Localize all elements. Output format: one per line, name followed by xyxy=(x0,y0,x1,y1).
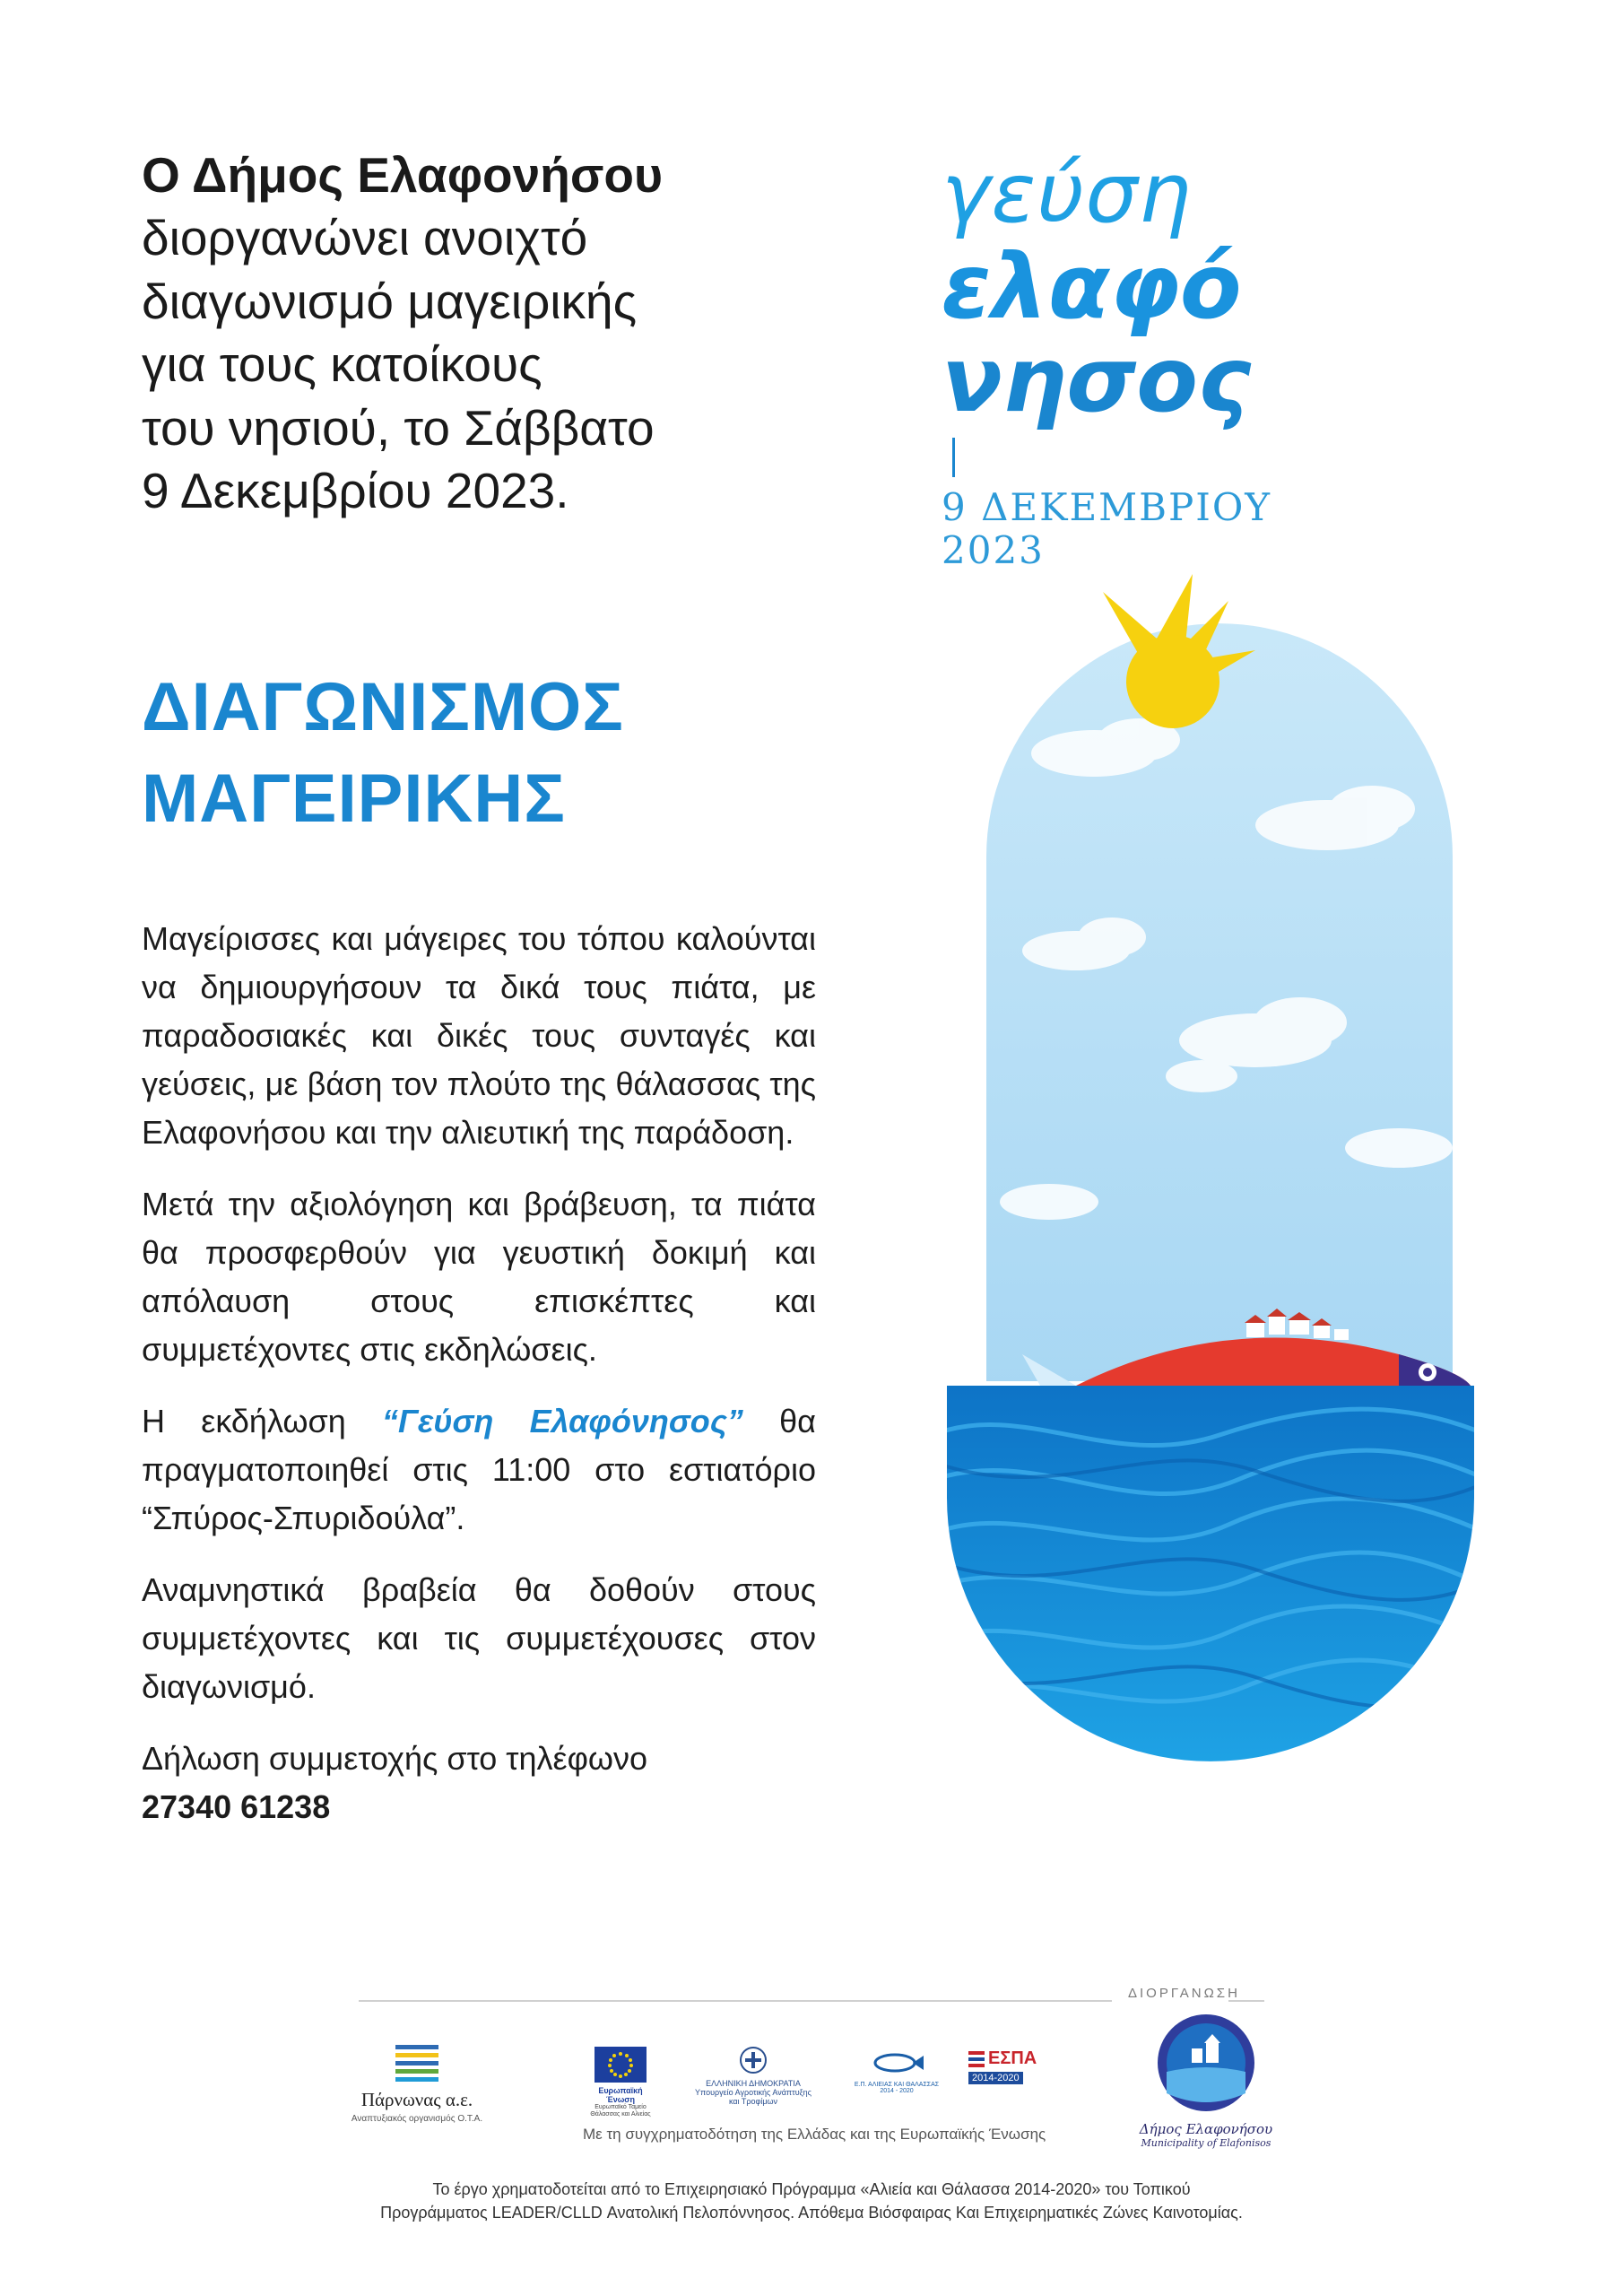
parnonas-name: Πάρνωνας α.ε. xyxy=(360,2089,473,2110)
greek-line-2: Υπουργείο Αγροτικής Ανάπτυξης xyxy=(695,2088,812,2097)
espa-label: ΕΣΠΑ xyxy=(988,2048,1037,2068)
municipality-name: Δήμος Ελαφονήσου xyxy=(1139,2121,1273,2137)
intro-line-6: 9 Δεκεμβρίου 2023. xyxy=(142,462,569,518)
paragraph-3-post: θα πραγματοποιηθεί στις 11:00 στο εστιατόριο “Σπύρος-Σπυριδούλα”. xyxy=(142,1403,816,1536)
sky xyxy=(986,619,1453,1390)
footer-divider xyxy=(359,2000,1112,2002)
logo-word-1: γεύση xyxy=(942,145,1193,241)
greek-emblem-icon xyxy=(740,2047,767,2074)
greek-line-1: ΕΛΛΗΝΙΚΗ ΔΗΜΟΚΡΑΤΙΑ xyxy=(706,2079,801,2088)
ep-line-1: Ε.Π. ΑΛΙΕΙΑΣ ΚΑΙ ΘΑΛΑΣΣΑΣ xyxy=(854,2082,940,2088)
registration-text: Δήλωση συμμετοχής στο τηλέφωνο xyxy=(142,1740,648,1777)
arch-illustration xyxy=(933,574,1506,1776)
intro-line-2: διοργανώνει ανοιχτό xyxy=(142,210,588,266)
paragraph-5 xyxy=(142,1735,816,1831)
municipality-name-en: Municipality of Elafonisos xyxy=(1141,2137,1271,2149)
body-text xyxy=(142,915,816,1855)
paragraph-1: Μαγείρισσες και μάγειρες του τόπου καλούνται να δημιουργήσουν τα δικά τους πιάτα, με παραδοσιακές και δικές τους συνταγές και γεύσεις, με βάση τον πλούτο της θάλασσας της Ελαφονήσου και την αλιευτική της παράδοση. xyxy=(142,920,816,1151)
phone-number: 27340 61238 xyxy=(142,1788,331,1825)
event-name-highlight: “Γεύση Ελαφόνησος” xyxy=(382,1403,743,1439)
organizer-label: ΔΙΟΡΓΑΝΩΣΗ xyxy=(1128,1986,1240,2001)
intro-line-3: διαγωνισμό μαγειρικής xyxy=(142,273,638,329)
eu-label: Ευρωπαϊκή Ένωση xyxy=(598,2086,643,2104)
eu-logo xyxy=(585,2047,656,2119)
intro-line-5: του νησιού, το Σάββατο xyxy=(142,399,655,456)
event-logo xyxy=(942,145,1318,572)
espa-stripes-icon xyxy=(968,2051,985,2067)
disclaimer-line-2: Προγράμματος LEADER/CLLD Ανατολική Πελοπόννησος. Απόθεμα Βιόσφαιρας Και Επιχειρηματικές Ζώνες Καινοτομίας. xyxy=(380,2204,1243,2222)
paragraph-2: Μετά την αξιολόγηση και βράβευση, τα πιάτα θα προσφερθούν για γευστική δοκιμή και απόλαυση στους επισκέπτες και συμμετέχοντες στις εκδηλώσεις. xyxy=(142,1186,816,1368)
paragraph-3-pre: Η εκδήλωση xyxy=(142,1403,383,1439)
espa-logo xyxy=(968,2048,1049,2085)
paragraph-3 xyxy=(142,1397,816,1543)
logo-date-line-1: 9 ΔΕΚΕΜΒΡΙΟΥ xyxy=(942,485,1271,529)
parnonas-logo xyxy=(341,2045,493,2124)
logo-divider xyxy=(952,438,955,477)
sea xyxy=(933,1381,1506,1776)
intro-line-4: για τους κατοίκους xyxy=(142,336,542,393)
ep-fisheries-logo xyxy=(847,2052,946,2094)
disclaimer-line-1: Το έργο χρηματοδοτείται από το Επιχειρησιακό Πρόγραμμα «Αλιεία και Θάλασσα 2014-2020» του Τοπικού xyxy=(432,2180,1191,2198)
paragraph-4: Αναμνηστικά βραβεία θα δοθούν στους συμμετέχοντες και τις συμμετέχουσες στον διαγωνισμό. xyxy=(142,1571,816,1705)
intro-text xyxy=(142,144,787,522)
cofunding-text: Με τη συγχρηματοδότηση της Ελλάδας και της Ευρωπαϊκής Ένωσης xyxy=(583,2126,1046,2143)
greek-ministry-logo xyxy=(677,2047,829,2106)
logo-date-line-2: 2023 xyxy=(942,527,1045,572)
greek-line-3: και Τροφίμων xyxy=(728,2097,778,2106)
fish-logo-icon xyxy=(868,2052,925,2074)
eu-subtitle: Ευρωπαϊκό Ταμείο Θάλασσας και Αλιείας xyxy=(590,2104,651,2118)
municipality-emblem-icon xyxy=(1156,2013,1256,2113)
municipality-logo xyxy=(1139,2013,1273,2149)
title-line-2: ΜΑΓΕΙΡΙΚΗΣ xyxy=(142,760,566,837)
logo-word-2: ελαφό xyxy=(942,234,1242,339)
funding-disclaimer xyxy=(332,2178,1291,2224)
parnonas-stripes xyxy=(395,2045,438,2082)
ep-line-2: 2014 - 2020 xyxy=(880,2088,914,2094)
logo-word-3: νησος xyxy=(942,327,1252,432)
page-title xyxy=(142,662,624,845)
intro-line-1: Ο Δήμος Ελαφονήσου xyxy=(142,147,664,203)
parnonas-subtitle: Αναπτυξιακός οργανισμός Ο.Τ.Α. xyxy=(351,2114,483,2124)
espa-years: 2014-2020 xyxy=(968,2072,1023,2084)
eu-flag-icon xyxy=(595,2047,647,2083)
title-line-1: ΔΙΑΓΩΝΙΣΜΟΣ xyxy=(142,669,624,745)
